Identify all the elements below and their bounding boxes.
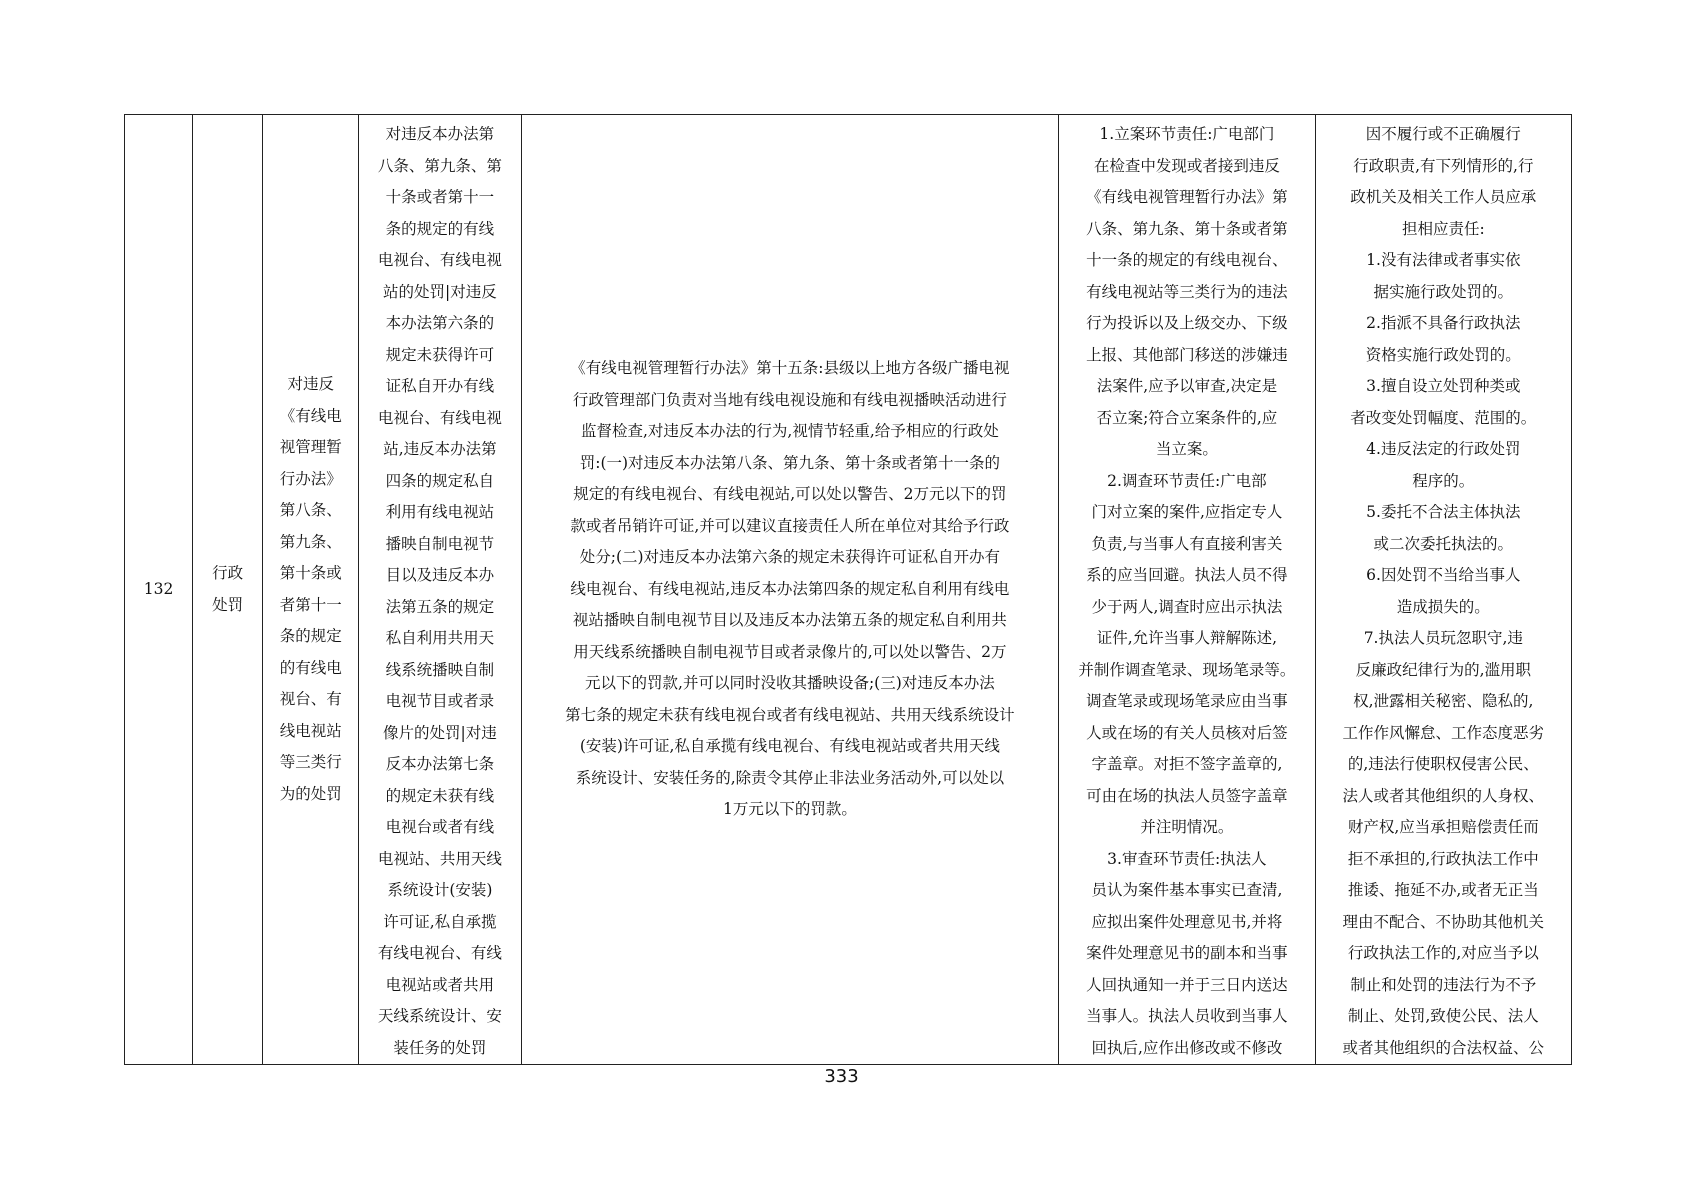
sub-item-line: 电视站或者共用: [385, 975, 495, 994]
legal-basis-line: 监督检查,对违反本办法的行为,视情节轻重,给予相应的行政处: [581, 422, 999, 440]
responsibility-line: 1.立案环节责任:广电部门: [1099, 125, 1275, 143]
accountability-line: 3.擅自设立处罚种类或: [1366, 377, 1521, 395]
legal-basis-line: 系统设计、安装任务的,除责令其停止非法业务活动外,可以处以: [575, 768, 1005, 787]
legal-basis-line: 款或者吊销许可证,并可以建议直接责任人所在单位对其给予行政: [570, 516, 1010, 535]
responsibility-line: 门对立案的案件,应指定专人: [1091, 503, 1283, 521]
accountability-line: 制止、处罚,致使公民、法人: [1347, 1007, 1539, 1025]
sub-item-line: 法第五条的规定: [385, 597, 495, 616]
sub-item-line: 站,违反本办法第: [383, 440, 497, 458]
accountability-line: 理由不配合、不协助其他机关: [1342, 912, 1545, 931]
legal-basis-line: 第七条的规定未获有线电视台或者有线电视站、共用天线系统设计: [565, 705, 1015, 724]
item-name-line: 等三类行: [279, 753, 342, 771]
sub-item-cell: [359, 115, 521, 1065]
accountability-line: 推诿、拖延不办,或者无正当: [1347, 881, 1539, 899]
legal-basis-text: [522, 115, 1059, 826]
sub-item-line: 十条或者第十一: [385, 188, 495, 206]
sub-item-line: 站的处罚|对违反: [383, 282, 497, 301]
responsibility-line: 有线电视站等三类行为的违法: [1086, 282, 1288, 301]
accountability-line: 程序的。: [1412, 471, 1475, 490]
legal-basis-line: 行政管理部门负责对当地有线电视设施和有线电视播映活动进行: [572, 390, 1007, 409]
item-name-line: 为的处罚: [279, 784, 342, 803]
sub-item-line: 电视台、有线电视: [377, 408, 502, 427]
responsibility-line: 回执后,应作出修改或不修改: [1091, 1038, 1283, 1057]
legal-basis-line: 处分;(二)对违反本办法第六条的规定未获得许可证私自开办有: [579, 548, 1001, 566]
responsibility-line: 行为投诉以及上级交办、下级: [1086, 314, 1288, 332]
item-name-line: 第十条或: [279, 564, 342, 582]
responsibility-line: 员认为案件基本事实已查清,: [1091, 881, 1283, 899]
sub-item-text: [359, 115, 520, 1064]
sub-item-line: 本办法第六条的: [385, 314, 495, 332]
responsibility-line: 当事人。执法人员收到当事人: [1086, 1007, 1288, 1025]
accountability-line: 工作作风懈怠、工作态度恶劣: [1342, 723, 1545, 742]
responsibility-line: 当立案。: [1155, 440, 1218, 458]
legal-basis-line: 用天线系统播映自制电视节目或者录像片的,可以处以警告、2万: [573, 642, 1007, 661]
accountability-line: 5.委托不合法主体执法: [1366, 503, 1521, 521]
sub-item-line: 目以及违反本办: [385, 566, 495, 584]
accountability-line: 的,违法行使职权侵害公民、: [1347, 755, 1539, 773]
legal-basis-line: 罚:(一)对违反本办法第八条、第九条、第十条或者第十一条的: [579, 453, 1001, 472]
responsibility-line: 否立案;符合立案条件的,应: [1096, 408, 1278, 427]
sub-item-line: 八条、第九条、第: [377, 156, 502, 175]
responsibility-line: 并注明情况。: [1140, 818, 1234, 836]
row-number: 132: [143, 579, 174, 598]
sub-item-line: 电视站、共用天线: [377, 849, 502, 868]
accountability-line: 法人或者其他组织的人身权、: [1342, 786, 1545, 805]
sub-item-line: 系统设计(安装): [387, 881, 493, 899]
accountability-line: 7.执法人员玩忽职守,违: [1363, 629, 1523, 647]
category-line: 处罚: [212, 595, 244, 614]
sub-item-line: 电视台、有线电视: [377, 251, 502, 269]
accountability-line: 1.没有法律或者事实依: [1366, 251, 1521, 269]
item-name-line: 条的规定: [279, 627, 342, 645]
sub-item-line: 装任务的处罚: [393, 1038, 487, 1057]
responsibility-line: 在检查中发现或者接到违反: [1093, 156, 1280, 175]
sub-item-line: 四条的规定私自: [385, 471, 495, 490]
sub-item-line: 规定未获得许可: [385, 345, 495, 364]
accountability-line: 造成损失的。: [1396, 597, 1490, 616]
responsibility-line: 并制作调查笔录、现场笔录等。: [1078, 660, 1296, 679]
accountability-line: 权,泄露相关秘密、隐私的,: [1353, 692, 1534, 710]
accountability-cell: [1315, 115, 1571, 1065]
sub-item-line: 天线系统设计、安: [377, 1007, 502, 1025]
accountability-line: 制止和处罚的违法行为不予: [1350, 975, 1537, 994]
legal-basis-cell: [521, 115, 1059, 1065]
responsibility-line: 上报、其他部门移送的涉嫌违: [1086, 345, 1288, 364]
category-cell: [193, 115, 263, 1065]
item-name-line: 视管理暂: [279, 438, 342, 456]
responsibility-line: 系的应当回避。执法人员不得: [1086, 566, 1288, 584]
sub-item-line: 的规定未获有线: [385, 786, 495, 805]
responsibility-line: 可由在场的执法人员签字盖章: [1086, 786, 1288, 805]
responsibility-line: 十一条的规定的有线电视台、: [1086, 251, 1288, 269]
responsibility-line: 2.调查环节责任:广电部: [1107, 471, 1267, 490]
accountability-line: 或者其他组织的合法权益、公: [1342, 1038, 1545, 1057]
responsibility-line: 证件,允许当事人辩解陈述,: [1096, 629, 1278, 647]
item-name-line: 者第十一: [279, 595, 342, 614]
item-name-text: [263, 369, 358, 810]
legal-basis-line: 元以下的罚款,并可以同时没收其播映设备;(三)对违反本办法: [585, 674, 995, 692]
responsibility-line: 3.审查环节责任:执法人: [1107, 849, 1267, 868]
enforcement-table: [124, 114, 1572, 1065]
accountability-line: 拒不承担的,行政执法工作中: [1347, 849, 1539, 868]
sub-item-line: 私自利用共用天: [385, 629, 495, 647]
accountability-line: 2.指派不具备行政执法: [1366, 314, 1521, 332]
sub-item-line: 条的规定的有线: [385, 219, 495, 238]
table-row: [125, 115, 1572, 1065]
item-name-line: 第九条、: [279, 532, 342, 551]
category-line: 行政: [212, 564, 244, 582]
sub-item-line: 线系统播映自制: [385, 660, 495, 679]
item-name-line: 行办法》: [279, 469, 342, 488]
accountability-line: 政机关及相关工作人员应承: [1350, 188, 1537, 206]
accountability-line: 6.因处罚不当给当事人: [1366, 566, 1521, 584]
item-name-line: 线电视站: [279, 721, 342, 740]
responsibility-line: 少于两人,调查时应出示执法: [1091, 597, 1283, 616]
responsibility-line: 负责,与当事人有直接利害关: [1091, 534, 1283, 553]
legal-basis-line: 《有线电视管理暂行办法》第十五条:县级以上地方各级广播电视: [570, 359, 1010, 377]
item-name-line: 第八条、: [279, 501, 342, 519]
legal-basis-line: 1万元以下的罚款。: [722, 800, 857, 818]
sub-item-line: 有线电视台、有线: [377, 944, 502, 962]
legal-basis-line: 规定的有线电视台、有线电视站,可以处以警告、2万元以下的罚: [573, 485, 1007, 503]
responsibility-cell: [1059, 115, 1315, 1065]
accountability-line: 财产权,应当承担赔偿责任而: [1347, 818, 1539, 836]
responsibility-line: 人或在场的有关人员核对后签: [1086, 723, 1288, 742]
sub-item-line: 许可证,私自承揽: [383, 912, 497, 931]
responsibility-line: 调查笔录或现场笔录应由当事: [1086, 692, 1288, 710]
responsibility-line: 《有线电视管理暂行办法》第: [1086, 188, 1288, 206]
sub-item-line: 对违反本办法第: [385, 125, 495, 143]
responsibility-line: 字盖章。对拒不签字盖章的,: [1091, 755, 1283, 773]
sub-item-line: 电视节目或者录: [385, 692, 495, 710]
responsibility-line: 法案件,应予以审查,决定是: [1096, 377, 1278, 395]
sub-item-line: 证私自开办有线: [385, 377, 495, 395]
responsibility-text: [1059, 115, 1314, 1064]
item-name-line: 《有线电: [279, 406, 342, 425]
accountability-line: 行政执法工作的,对应当予以: [1347, 944, 1539, 962]
responsibility-line: 应拟出案件处理意见书,并将: [1091, 912, 1283, 931]
sub-item-line: 播映自制电视节: [385, 534, 495, 553]
responsibility-line: 八条、第九条、第十条或者第: [1086, 219, 1288, 238]
accountability-line: 因不履行或不正确履行: [1365, 125, 1521, 143]
accountability-line: 据实施行政处罚的。: [1373, 282, 1514, 301]
responsibility-line: 人回执通知一并于三日内送达: [1086, 975, 1288, 994]
item-name-line: 视台、有: [279, 690, 342, 708]
sub-item-line: 反本办法第七条: [385, 755, 495, 773]
row-number-cell: [125, 115, 193, 1065]
accountability-line: 反廉政纪律行为的,滥用职: [1355, 660, 1532, 679]
item-name-line: 的有线电: [279, 658, 342, 677]
accountability-line: 行政职责,有下列情形的,行: [1353, 156, 1534, 175]
legal-basis-line: 线电视台、有线电视站,违反本办法第四条的规定私自利用有线电: [570, 579, 1010, 598]
accountability-line: 担相应责任:: [1401, 219, 1485, 238]
item-name-cell: [263, 115, 359, 1065]
accountability-text: [1316, 115, 1571, 1064]
legal-basis-line: 视站播映自制电视节目以及违反本办法第五条的规定私自利用共: [572, 611, 1007, 629]
accountability-line: 4.违反法定的行政处罚: [1366, 440, 1521, 458]
category-text: [193, 558, 262, 621]
item-name-line: 对违反: [287, 375, 334, 393]
accountability-line: 或二次委托执法的。: [1373, 534, 1514, 553]
sub-item-line: 利用有线电视站: [385, 503, 495, 521]
sub-item-line: 像片的处罚|对违: [383, 723, 497, 742]
legal-basis-line: (安装)许可证,私自承揽有线电视台、有线电视站或者共用天线: [579, 737, 1000, 755]
sub-item-line: 电视台或者有线: [385, 818, 495, 836]
accountability-line: 者改变处罚幅度、范围的。: [1350, 408, 1537, 427]
responsibility-line: 案件处理意见书的副本和当事: [1086, 944, 1288, 962]
page-number: 333: [824, 1066, 859, 1087]
accountability-line: 资格实施行政处罚的。: [1365, 345, 1521, 364]
